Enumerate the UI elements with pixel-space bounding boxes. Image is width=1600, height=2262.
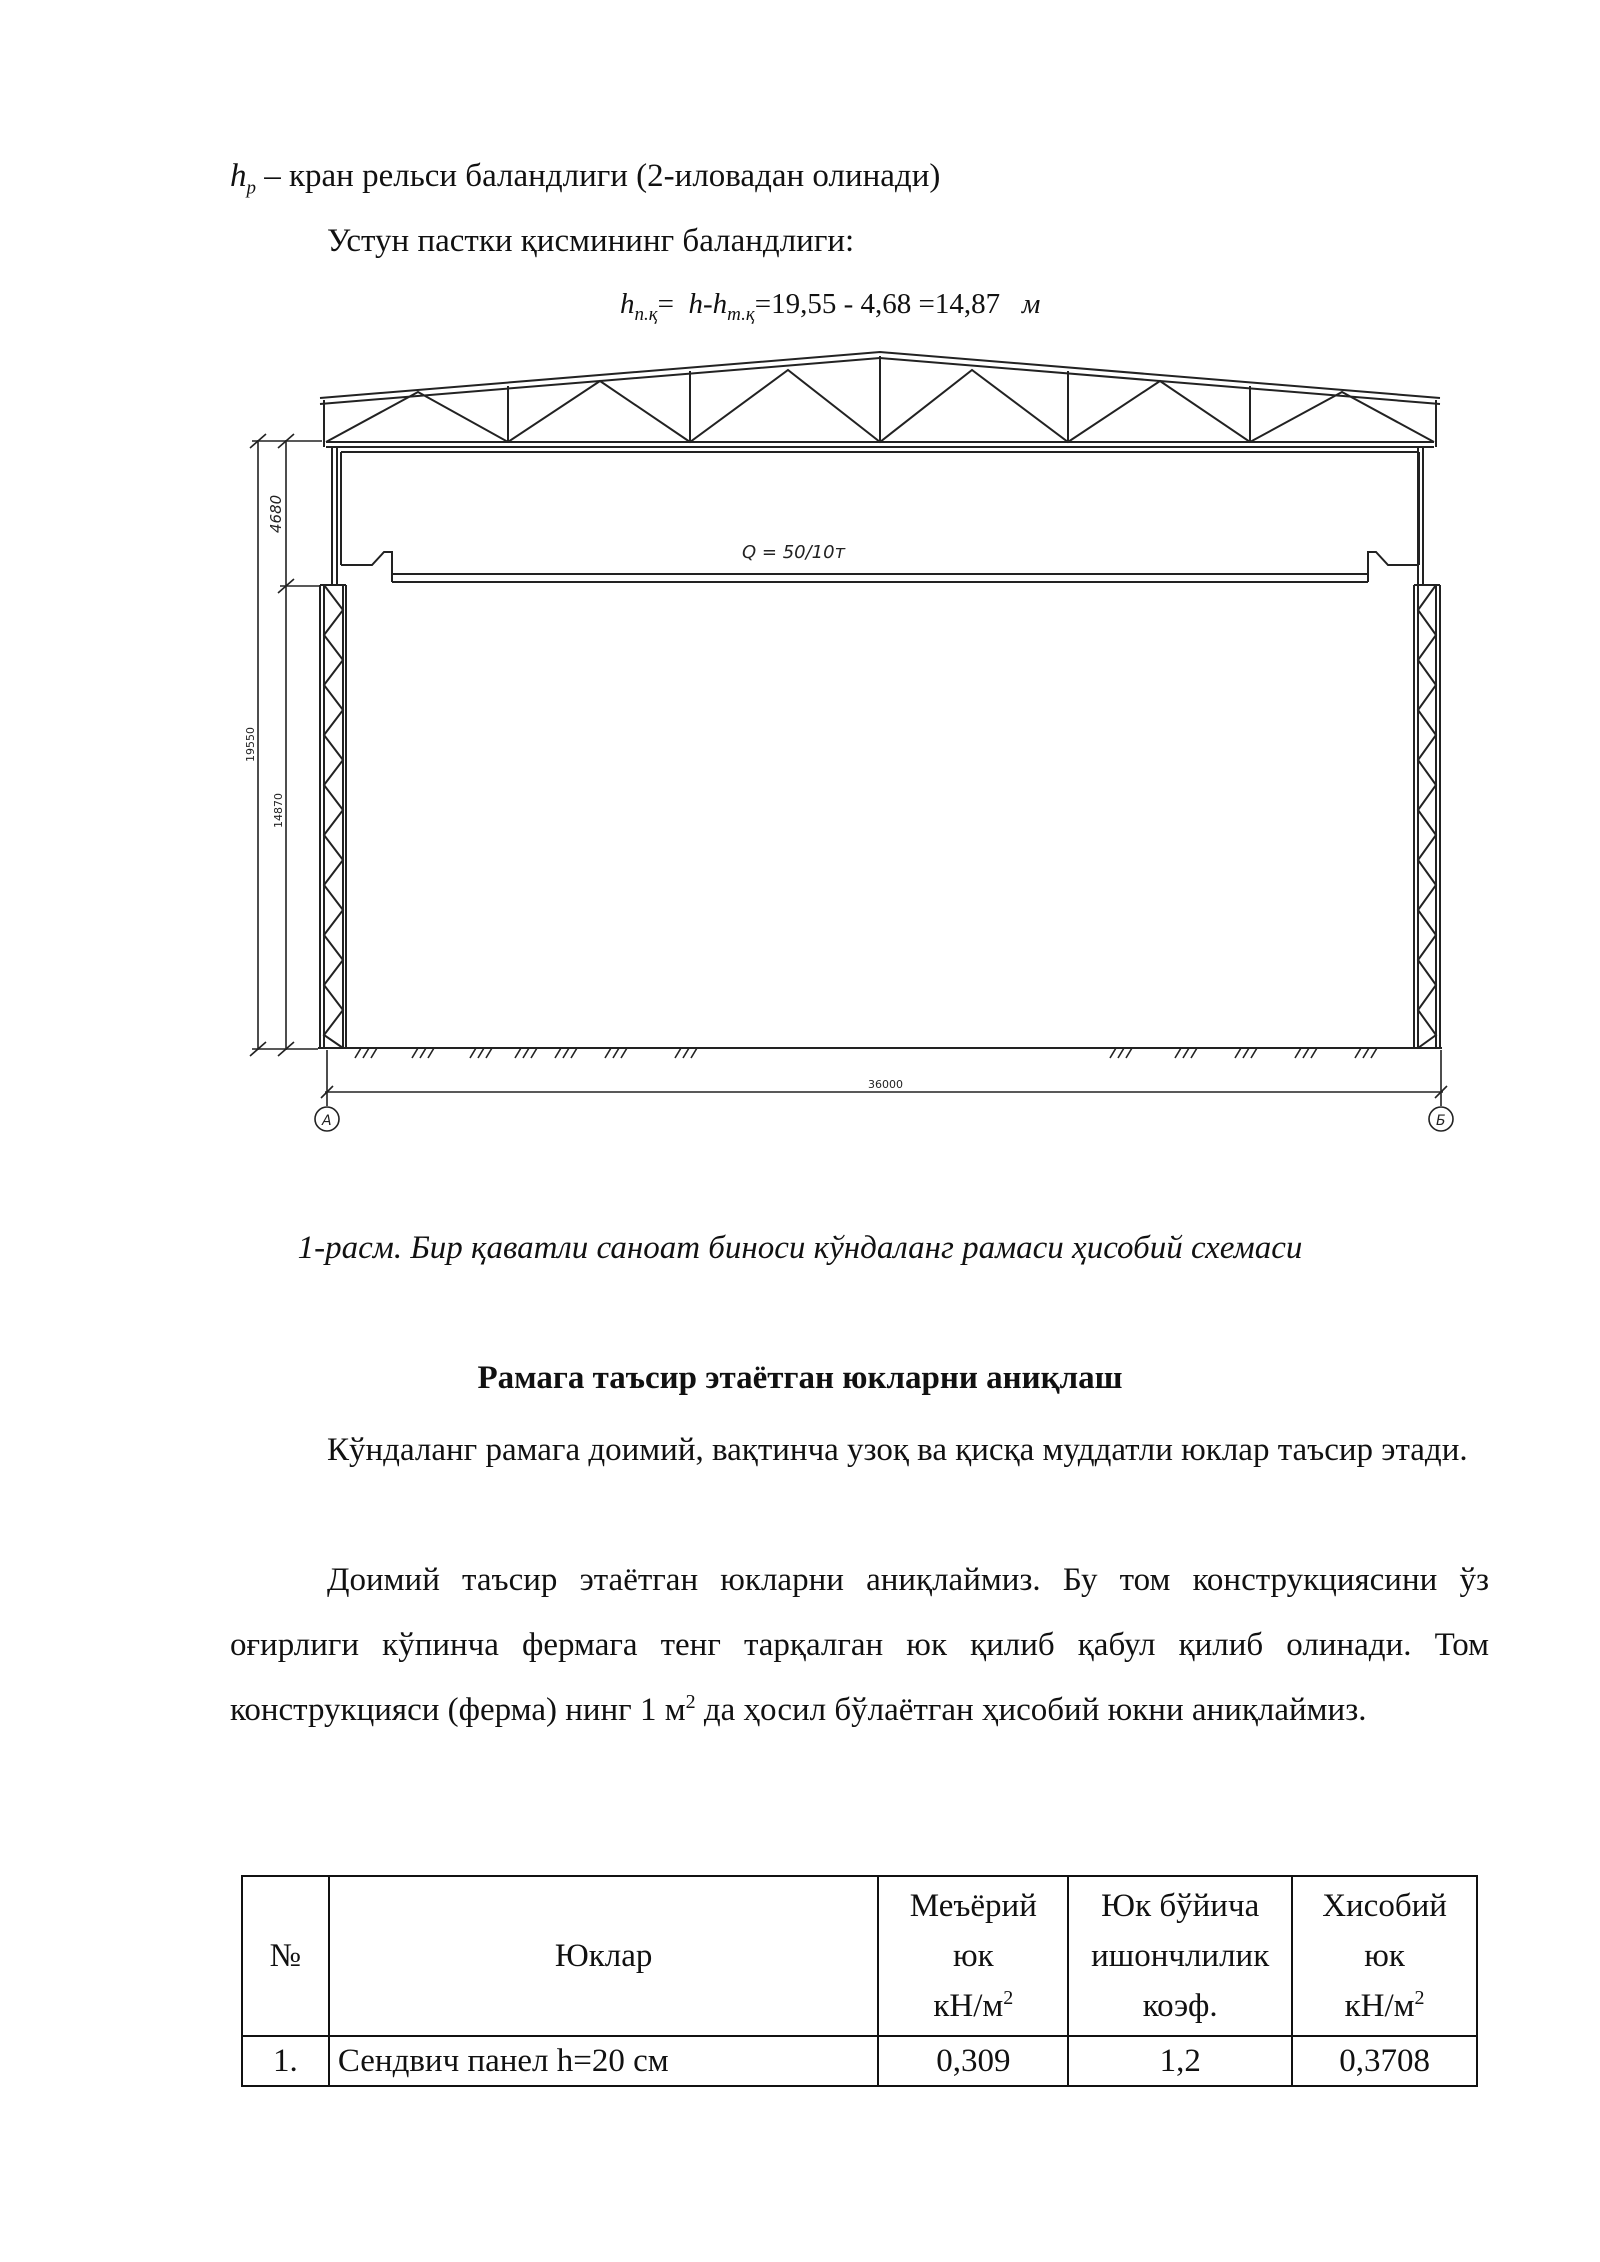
header-factor-line2: ишончлилик <box>1091 1938 1270 1974</box>
paragraph-2-text-a: Доимий таъсир этаётган юкларни аниқлаймиз. Бу том конструкциясини ўз оғирлиги кўпинча фермага тенг тарқалган юк қилиб қабул қилиб олинади. Том конструкцияси (ферма) нинг 1 м <box>230 1562 1489 1728</box>
hp-symbol: h <box>230 158 247 194</box>
header-design-line1: Хисобий <box>1322 1888 1447 1924</box>
header-num: № <box>242 1876 329 2036</box>
loads-table <box>241 1875 1478 2087</box>
formula-unit: м <box>1021 288 1041 320</box>
right-column-lattice <box>1418 585 1436 1048</box>
hp-subscript: р <box>246 177 256 199</box>
header-loads: Юклар <box>329 1876 879 2036</box>
formula-h-upper: h <box>712 288 728 320</box>
paragraph-2-superscript: 2 <box>685 1691 696 1713</box>
paragraph-2-text-b: да ҳосил бўлаётган ҳисобий юкни аниқлаймиз. <box>695 1692 1367 1728</box>
formula-h-symbol: h <box>620 288 635 320</box>
axis-b-label: Б <box>1436 1113 1446 1129</box>
row-num: 1. <box>242 2036 329 2086</box>
formula-h-upper-sub: т.қ <box>727 303 755 325</box>
dimension-lines <box>250 434 1447 1106</box>
header-normative-line3: кН/м <box>933 1988 1004 2024</box>
table-row <box>242 2036 1477 2086</box>
formula-minus: - <box>703 288 713 320</box>
dim-upper-label: 4680 <box>267 494 285 533</box>
paragraph-1 <box>230 1418 1489 1483</box>
dim-lower-label: 14870 <box>272 793 285 828</box>
header-normative-line2: юк <box>952 1938 994 1974</box>
header-normative <box>878 1876 1068 2036</box>
section-heading: Рамага таъсир этаётган юкларни аниқлаш <box>477 1360 1123 1396</box>
crane-capacity-label: Q = 50/10т <box>742 542 846 563</box>
dim-span-label: 36000 <box>868 1078 903 1091</box>
left-column-lattice <box>324 585 343 1048</box>
header-normative-line1: Меъёрий <box>909 1888 1037 1924</box>
header-design-line2: юк <box>1364 1938 1405 1974</box>
formula-equals: = <box>657 288 674 320</box>
header-factor-line3: коэф. <box>1142 1988 1218 2024</box>
axis-a-label: А <box>322 1113 332 1129</box>
header-factor <box>1068 1876 1292 2036</box>
formula-h-sub: п.қ <box>634 303 658 325</box>
header-design-sup: 2 <box>1414 1987 1425 2009</box>
formula-h-total: h <box>688 288 703 320</box>
header-factor-line1: Юк бўйича <box>1101 1888 1260 1924</box>
paragraph-2 <box>230 1548 1489 1743</box>
crane-girder <box>341 552 1419 574</box>
formula-expression: =19,55 - 4,68 =14,87 <box>754 288 1001 320</box>
header-design-line3: кН/м <box>1344 1988 1415 2024</box>
hp-text: – кран рельси баландлиги (2-иловадан олинади) <box>256 158 941 194</box>
figure-caption: 1-расм. Бир қаватли саноат биноси кўндаланг рамаси ҳисобий схемаси <box>297 1230 1303 1266</box>
header-design <box>1292 1876 1477 2036</box>
ground-hatching <box>355 1048 1377 1058</box>
row-normative: 0,309 <box>878 2036 1068 2086</box>
header-normative-sup: 2 <box>1003 1987 1014 2009</box>
paragraph-1-text: Кўндаланг рамага доимий, вақтинча узоқ ва қисқа муддатли юклар таъсир этади. <box>327 1432 1468 1468</box>
row-factor: 1,2 <box>1068 2036 1292 2086</box>
row-name: Сендвич панел h=20 см <box>329 2036 879 2086</box>
lower-column-height-title: Устун пастки қисмининг баландлиги: <box>327 223 855 259</box>
table-header-row <box>242 1876 1477 2036</box>
dim-total-label: 19550 <box>244 727 257 762</box>
row-design: 0,3708 <box>1292 2036 1477 2086</box>
